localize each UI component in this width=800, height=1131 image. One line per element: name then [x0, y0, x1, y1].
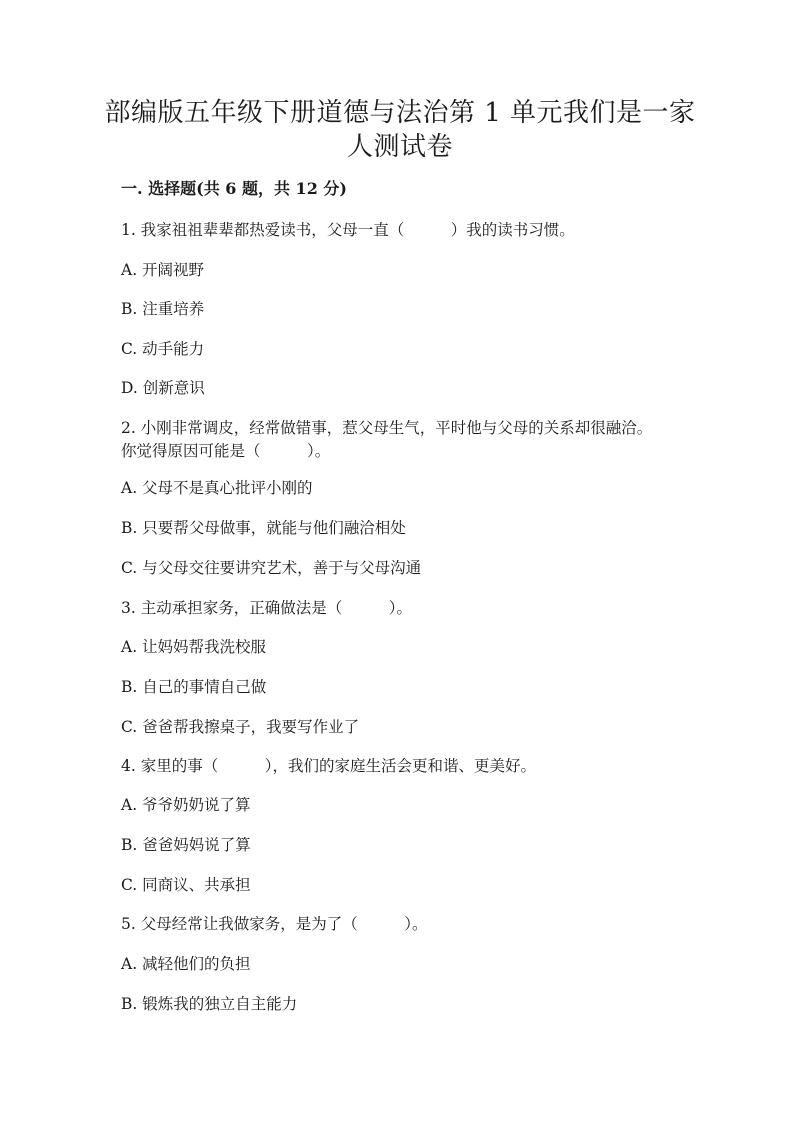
question-5-stem: 5. 父母经常让我做家务，是为了（ ）。 [121, 915, 428, 933]
question-2-option-c: C. 与父母交往要讲究艺术，善于与父母沟通 [121, 559, 422, 577]
question-4-option-c: C. 同商议、共承担 [121, 876, 251, 894]
question-1-option-d: D. 创新意识 [121, 379, 205, 397]
title-line-2: 人测试卷 [346, 132, 453, 162]
question-3-stem: 3. 主动承担家务，正确做法是（ ）。 [121, 599, 412, 617]
question-5-option-b: B. 锻炼我的独立自主能力 [121, 995, 298, 1013]
question-1-option-c: C. 动手能力 [121, 340, 205, 358]
question-4-option-a: A. 爷爷奶奶说了算 [121, 796, 251, 814]
question-1-option-a: A. 开阔视野 [121, 261, 205, 279]
question-4-option-b: B. 爸爸妈妈说了算 [121, 836, 251, 854]
question-3-option-c: C. 爸爸帮我擦桌子，我要写作业了 [121, 718, 360, 736]
question-2-option-a: A. 父母不是真心批评小刚的 [121, 479, 313, 497]
question-4-stem: 4. 家里的事（ ），我们的家庭生活会更和谐、更美好。 [121, 757, 536, 775]
section-heading: 一. 选择题(共 6 题，共 12 分) [121, 179, 347, 198]
title-line-1: 部编版五年级下册道德与法治第 1 单元我们是一家 [104, 98, 696, 128]
question-3-option-b: B. 自己的事情自己做 [121, 678, 267, 696]
question-2-stem-line-1: 2. 小刚非常调皮，经常做错事，惹父母生气，平时他与父母的关系却很融洽。 [121, 419, 653, 437]
page-title [100, 96, 700, 164]
question-5-option-a: A. 减轻他们的负担 [121, 955, 251, 973]
question-2-option-b: B. 只要帮父母做事，就能与他们融洽相处 [121, 519, 406, 537]
question-1-option-b: B. 注重培养 [121, 300, 205, 318]
question-3-option-a: A. 让妈妈帮我洗校服 [121, 638, 267, 656]
question-1-stem: 1. 我家祖祖辈辈都热爱读书，父母一直（ ）我的读书习惯。 [121, 221, 575, 239]
question-2-stem-line-2: 你觉得原因可能是（ ）。 [121, 442, 331, 460]
